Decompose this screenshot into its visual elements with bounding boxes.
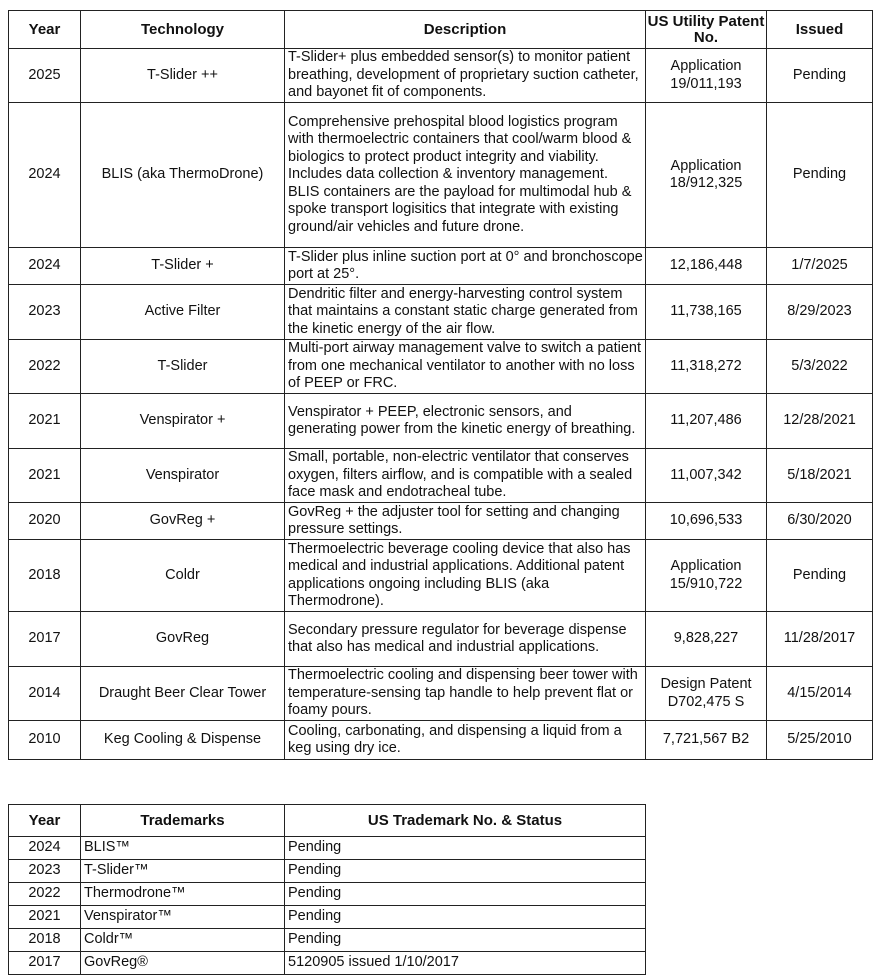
- patent-year: 2023: [9, 285, 81, 340]
- trademarks-table: [8, 804, 646, 975]
- trademark-row: [9, 837, 646, 860]
- trademark-status: Pending: [285, 883, 646, 906]
- patent-row: [9, 667, 873, 721]
- patent-year: 2018: [9, 540, 81, 612]
- patent-issued: 5/25/2010: [767, 721, 873, 760]
- patent-number-line1: Application: [670, 157, 742, 174]
- patent-row: [9, 103, 873, 248]
- patent-year: 2020: [9, 503, 81, 540]
- patent-description: Multi-port airway management valve to switch a patient from one mechanical ventilator to another with no loss of PEEP or FRC.: [285, 340, 646, 394]
- trademark-name: Thermodrone™: [81, 883, 285, 906]
- patent-row: [9, 394, 873, 449]
- patent-description: T-Slider plus inline suction port at 0° and bronchoscope port at 25°.: [285, 248, 646, 285]
- patent-description: Thermoelectric beverage cooling device that also has medical and industrial applications. Additional patent applications ongoing including BLIS (aka Thermodrone).: [285, 540, 646, 612]
- patent-technology: GovReg +: [81, 503, 285, 540]
- patent-number: [646, 248, 767, 285]
- patent-number-line1: 11,007,342: [670, 466, 742, 483]
- patent-number-line1: Application: [670, 58, 742, 74]
- trademark-name: GovReg®: [81, 952, 285, 975]
- patent-technology: BLIS (aka ThermoDrone): [81, 103, 285, 248]
- patent-description: Dendritic filter and energy-harvesting control system that maintains a constant static charge generated from the kinetic energy of the air flow.: [285, 285, 646, 340]
- patent-number-line1: 11,738,165: [670, 303, 742, 320]
- patent-description: T-Slider+ plus embedded sensor(s) to monitor patient breathing, development of proprietary suction catheter, and bayonet fit of components.: [285, 49, 646, 103]
- patent-issued: 8/29/2023: [767, 285, 873, 340]
- trademark-status: Pending: [285, 929, 646, 952]
- patent-description: GovReg + the adjuster tool for setting and changing pressure settings.: [285, 503, 646, 540]
- patent-technology: T-Slider: [81, 340, 285, 394]
- patent-description: Comprehensive prehospital blood logistics program with thermoelectric containers that cool/warm blood & biologics to protect product integrity and viability. Includes data collection & inventory management. BLIS containers are the payload for multimodal hub & spoke transport logisitics that integrate with existing ground/air vehicles and future drone.: [285, 103, 646, 248]
- patent-year: 2024: [9, 248, 81, 285]
- patent-technology: Keg Cooling & Dispense: [81, 721, 285, 760]
- patent-row: [9, 540, 873, 612]
- patent-number: [646, 449, 767, 503]
- patent-row: [9, 49, 873, 103]
- patent-number: [646, 103, 767, 248]
- patent-number: [646, 394, 767, 449]
- patent-technology: GovReg: [81, 612, 285, 667]
- patent-number-line2: 19/011,193: [670, 75, 742, 92]
- patent-technology: Venspirator +: [81, 394, 285, 449]
- patent-number-line1: 11,318,272: [670, 357, 742, 374]
- header-tm-name: Trademarks: [81, 805, 285, 837]
- patent-number-line1: 12,186,448: [669, 257, 743, 274]
- header-description: Description: [285, 11, 646, 49]
- header-tm-year: Year: [9, 805, 81, 837]
- patent-issued: 1/7/2025: [767, 248, 873, 285]
- patent-issued: 12/28/2021: [767, 394, 873, 449]
- header-tm-status: US Trademark No. & Status: [285, 805, 646, 837]
- patent-row: [9, 503, 873, 540]
- patent-issued: 5/3/2022: [767, 340, 873, 394]
- patent-issued: Pending: [767, 49, 873, 103]
- header-patent-no: US Utility Patent No.: [646, 11, 767, 49]
- patent-row: [9, 285, 873, 340]
- patent-year: 2014: [9, 667, 81, 721]
- trademark-name: T-Slider™: [81, 860, 285, 883]
- patent-number: [646, 49, 767, 103]
- trademark-status: Pending: [285, 860, 646, 883]
- patents-table: [8, 10, 873, 760]
- trademark-name: Venspirator™: [81, 906, 285, 929]
- patent-number-line1: 7,721,567 B2: [662, 731, 750, 748]
- patent-technology: Venspirator: [81, 449, 285, 503]
- header-year: Year: [9, 11, 81, 49]
- patent-description: Thermoelectric cooling and dispensing beer tower with temperature-sensing tap handle to help prevent flat or foamy pours.: [285, 667, 646, 721]
- trademark-status: Pending: [285, 906, 646, 929]
- patent-row: [9, 449, 873, 503]
- trademarks-header-row: [9, 805, 646, 837]
- trademark-row: [9, 906, 646, 929]
- patent-year: 2024: [9, 103, 81, 248]
- trademark-year: 2022: [9, 883, 81, 906]
- patent-number: [646, 667, 767, 721]
- patent-row: [9, 612, 873, 667]
- trademark-year: 2018: [9, 929, 81, 952]
- trademark-year: 2023: [9, 860, 81, 883]
- patent-number-line1: 10,696,533: [669, 512, 743, 529]
- patent-technology: Draught Beer Clear Tower: [81, 667, 285, 721]
- patent-number-line1: 9,828,227: [673, 630, 739, 647]
- patent-description: Secondary pressure regulator for beverage dispense that also has medical and industrial applications.: [285, 612, 646, 667]
- patent-row: [9, 721, 873, 760]
- patent-description: Cooling, carbonating, and dispensing a liquid from a keg using dry ice.: [285, 721, 646, 760]
- patent-issued: Pending: [767, 103, 873, 248]
- trademark-status: 5120905 issued 1/10/2017: [285, 952, 646, 975]
- patent-row: [9, 248, 873, 285]
- patent-number-line1: 11,207,486: [670, 412, 742, 429]
- trademark-row: [9, 883, 646, 906]
- patent-number-line2: D702,475 S: [667, 693, 745, 710]
- patent-number: [646, 503, 767, 540]
- patent-number: [646, 540, 767, 612]
- patent-year: 2021: [9, 449, 81, 503]
- trademark-year: 2021: [9, 906, 81, 929]
- trademark-row: [9, 860, 646, 883]
- trademark-row: [9, 952, 646, 975]
- patent-technology: T-Slider +: [81, 248, 285, 285]
- patent-issued: 11/28/2017: [767, 612, 873, 667]
- patent-number-line1: Application: [670, 558, 742, 574]
- patent-year: 2025: [9, 49, 81, 103]
- trademark-name: Coldr™: [81, 929, 285, 952]
- patent-technology: Active Filter: [81, 285, 285, 340]
- trademark-year: 2024: [9, 837, 81, 860]
- patent-issued: 5/18/2021: [767, 449, 873, 503]
- patent-number: [646, 721, 767, 760]
- patent-description: Small, portable, non-electric ventilator that conserves oxygen, filters airflow, and is compatible with a sealed face mask and endotracheal tube.: [285, 449, 646, 503]
- patent-row: [9, 340, 873, 394]
- patent-year: 2022: [9, 340, 81, 394]
- trademark-row: [9, 929, 646, 952]
- header-technology: Technology: [81, 11, 285, 49]
- patent-issued: Pending: [767, 540, 873, 612]
- patent-number: [646, 340, 767, 394]
- patent-year: 2010: [9, 721, 81, 760]
- patent-number-line2: 18/912,325: [669, 175, 743, 191]
- patent-issued: 4/15/2014: [767, 667, 873, 721]
- patent-technology: Coldr: [81, 540, 285, 612]
- patent-number-line2: 15/910,722: [669, 575, 743, 592]
- patent-number-line1: Design Patent: [660, 676, 752, 692]
- patents-header-row: [9, 11, 873, 49]
- patent-technology: T-Slider ++: [81, 49, 285, 103]
- patent-year: 2017: [9, 612, 81, 667]
- trademark-year: 2017: [9, 952, 81, 975]
- trademark-status: Pending: [285, 837, 646, 860]
- patent-number: [646, 285, 767, 340]
- patent-description: Venspirator + PEEP, electronic sensors, and generating power from the kinetic energy of breathing.: [285, 394, 646, 449]
- trademark-name: BLIS™: [81, 837, 285, 860]
- patent-issued: 6/30/2020: [767, 503, 873, 540]
- patent-year: 2021: [9, 394, 81, 449]
- patent-number: [646, 612, 767, 667]
- header-issued: Issued: [767, 11, 873, 49]
